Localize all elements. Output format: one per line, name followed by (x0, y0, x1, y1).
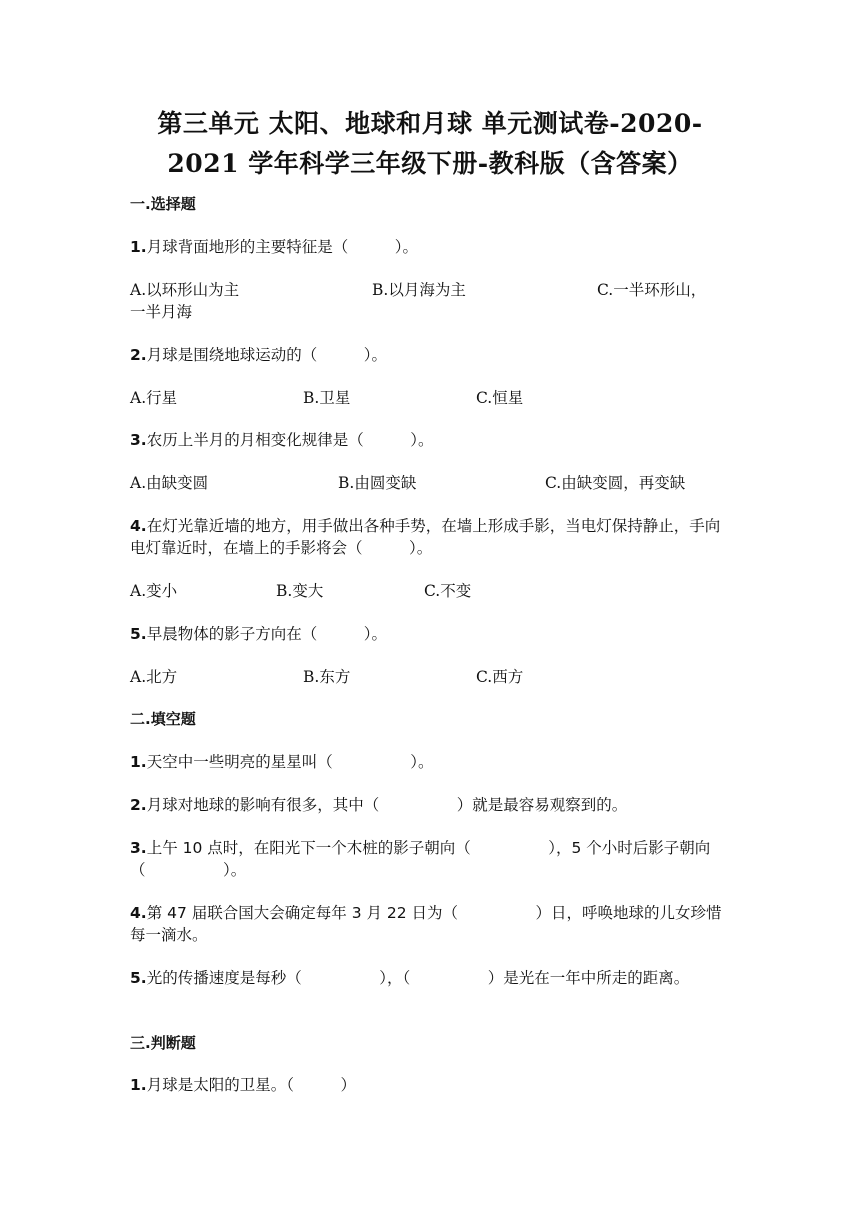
option-c-continued: 一半月海 (130, 303, 193, 321)
option-c: C.西方 (476, 668, 524, 686)
question-text: 在灯光靠近墙的地方，用手做出各种手势，在墙上形成手影，当电灯保持静止，手向电灯靠近时，在墙上的手影将会（ ）。 (130, 517, 721, 557)
section-heading-judge: 三.判断题 (130, 1034, 196, 1052)
option-b: B.卫星 (303, 389, 351, 407)
option-b: B.以月海为主 (372, 281, 466, 299)
question-fill-2 (130, 794, 730, 816)
question-number: 2. (130, 796, 147, 814)
question-judge-1 (130, 1074, 730, 1096)
section-heading-fill: 二.填空题 (130, 710, 196, 728)
question-choice-2 (130, 344, 730, 366)
question-text: 月球对地球的影响有很多，其中（ ）就是最容易观察到的。 (146, 796, 628, 814)
question-text: 上午 10 点时，在阳光下一个木桩的影子朝向（ ），5 个小时后影子朝向（ ）。 (130, 839, 711, 879)
question-choice-3 (130, 429, 730, 451)
question-text: 第 47 届联合国大会确定每年 3 月 22 日为（ ）日，呼唤地球的儿女珍惜每一滴水。 (130, 904, 722, 944)
question-text: 月球是太阳的卫星。（ ） (146, 1076, 356, 1094)
option-b: B.东方 (303, 668, 351, 686)
title-line-1: 第三单元 太阳、地球和月球 单元测试卷-2020- (157, 109, 703, 138)
option-c: C.恒星 (476, 389, 524, 407)
question-fill-3 (130, 837, 730, 881)
question-number: 4. (130, 517, 147, 535)
question-number: 4. (130, 904, 147, 922)
question-choice-5 (130, 623, 730, 645)
option-a: A.变小 (130, 582, 178, 600)
question-number: 1. (130, 1076, 147, 1094)
title-line-2: 2021 学年科学三年级下册-教科版（含答案） (167, 149, 693, 178)
question-number: 1. (130, 753, 147, 771)
question-number: 3. (130, 431, 147, 449)
question-number: 1. (130, 238, 147, 256)
question-choice-4 (130, 515, 730, 559)
question-choice-1 (130, 236, 730, 258)
question-fill-1 (130, 751, 730, 773)
question-number: 5. (130, 969, 147, 987)
option-c: C.一半环形山， (597, 281, 707, 299)
option-a: A.由缺变圆 (130, 474, 209, 492)
question-number: 3. (130, 839, 147, 857)
option-b: B.由圆变缺 (338, 474, 417, 492)
option-a: A.以环形山为主 (130, 281, 240, 299)
option-a: A.行星 (130, 389, 178, 407)
question-number: 5. (130, 625, 147, 643)
question-text: 月球背面地形的主要特征是（ ）。 (146, 238, 418, 256)
option-c: C.不变 (424, 582, 472, 600)
option-c: C.由缺变圆，再变缺 (545, 474, 686, 492)
question-text: 月球是围绕地球运动的（ ）。 (146, 346, 387, 364)
question-fill-4 (130, 902, 730, 946)
question-number: 2. (130, 346, 147, 364)
document-title (100, 104, 760, 184)
question-text: 天空中一些明亮的星星叫（ ）。 (146, 753, 434, 771)
section-heading-choice: 一.选择题 (130, 195, 196, 213)
question-text: 农历上半月的月相变化规律是（ ）。 (146, 431, 434, 449)
option-b: B.变大 (276, 582, 324, 600)
question-fill-5 (130, 967, 730, 989)
option-a: A.北方 (130, 668, 178, 686)
question-text: 早晨物体的影子方向在（ ）。 (146, 625, 387, 643)
question-text: 光的传播速度是每秒（ ），（ ）是光在一年中所走的距离。 (146, 969, 690, 987)
